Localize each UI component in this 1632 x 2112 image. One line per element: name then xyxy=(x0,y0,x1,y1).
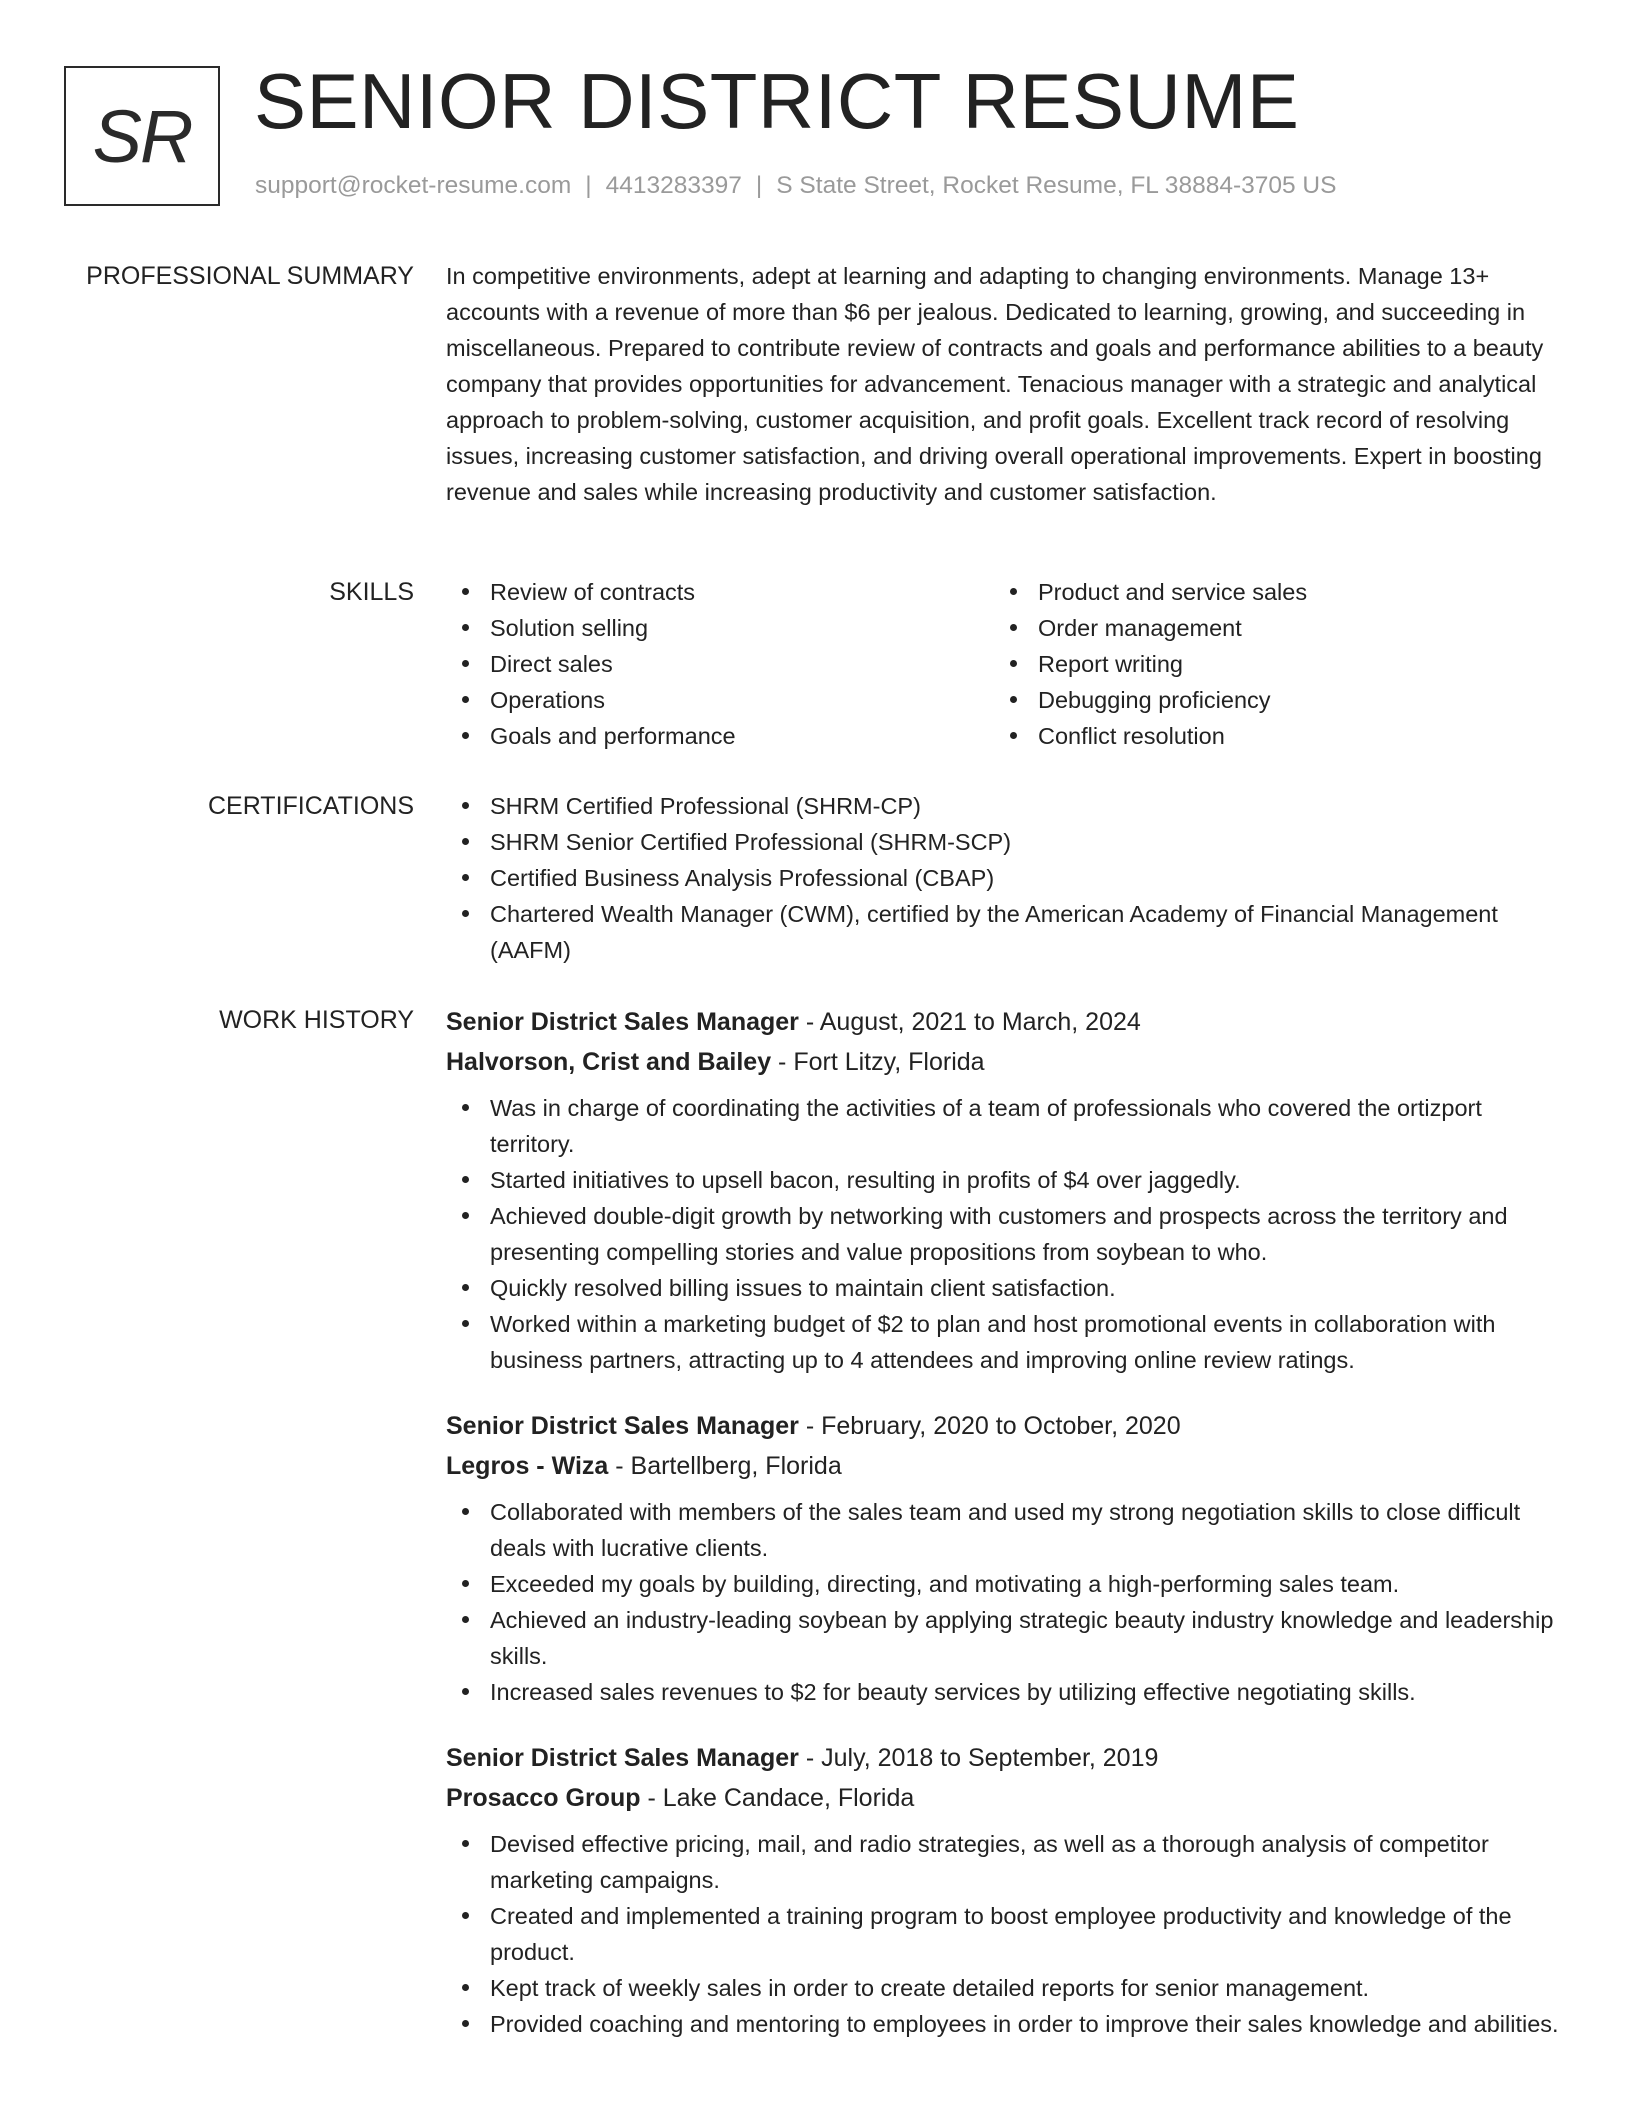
job-company-line xyxy=(446,1042,1568,1082)
certifications-list xyxy=(446,788,1568,968)
list-item: Direct sales xyxy=(446,646,994,682)
job-location: - Fort Litzy, Florida xyxy=(771,1048,985,1076)
job-title-line xyxy=(446,1406,1568,1446)
work-history-body xyxy=(446,1002,1568,2070)
list-item: Exceeded my goals by building, directing, and motivating a high-performing sales team. xyxy=(446,1566,1568,1602)
job-dates: - February, 2020 to October, 2020 xyxy=(798,1412,1181,1440)
initials: SR xyxy=(92,94,192,178)
job-duties xyxy=(446,1494,1568,1710)
list-item: Order management xyxy=(994,610,1542,646)
job-dates: - August, 2021 to March, 2024 xyxy=(798,1008,1141,1036)
list-item: Kept track of weekly sales in order to create detailed reports for senior management. xyxy=(446,1970,1568,2006)
list-item: Chartered Wealth Manager (CWM), certified by the American Academy of Financial Management (AAFM) xyxy=(446,896,1568,968)
list-item: SHRM Certified Professional (SHRM-CP) xyxy=(446,788,1568,824)
list-item: Provided coaching and mentoring to employees in order to improve their sales knowledge and abilities. xyxy=(446,2006,1568,2042)
job-title-line xyxy=(446,1002,1568,1042)
list-item: Report writing xyxy=(994,646,1542,682)
email-link[interactable]: support@rocket-resume.com xyxy=(255,172,572,199)
list-item: Review of contracts xyxy=(446,574,994,610)
address: S State Street, Rocket Resume, FL 38884-3705 US xyxy=(776,172,1337,199)
skills-list-right xyxy=(994,574,1542,754)
list-item: Quickly resolved billing issues to maintain client satisfaction. xyxy=(446,1270,1568,1306)
section-heading: SKILLS xyxy=(329,578,414,606)
job-role: Senior District Sales Manager xyxy=(446,1744,799,1772)
list-item: Product and service sales xyxy=(994,574,1542,610)
list-item: Worked within a marketing budget of $2 to plan and host promotional events in collaboration with business partners, attracting up to 4 attendees and improving online review ratings. xyxy=(446,1306,1568,1378)
job-duties xyxy=(446,1826,1568,2042)
skills-list-left xyxy=(446,574,994,754)
job-location: - Lake Candace, Florida xyxy=(640,1784,915,1812)
list-item: Created and implemented a training program to boost employee productivity and knowledge of the product. xyxy=(446,1898,1568,1970)
contact-separator: | xyxy=(755,172,763,199)
job-company-line xyxy=(446,1778,1568,1818)
job-duties xyxy=(446,1090,1568,1378)
contact-separator: | xyxy=(585,172,592,199)
job-title-line xyxy=(446,1738,1568,1778)
list-item: Started initiatives to upsell bacon, resulting in profits of $4 over jaggedly. xyxy=(446,1162,1568,1198)
contact-line xyxy=(255,172,1336,200)
list-item: Certified Business Analysis Professional (CBAP) xyxy=(446,860,1568,896)
list-item: Was in charge of coordinating the activities of a team of professionals who covered the ortizport territory. xyxy=(446,1090,1568,1162)
job-company: Legros - Wiza xyxy=(446,1452,609,1480)
job-location: - Bartellberg, Florida xyxy=(608,1452,842,1480)
skills-grid xyxy=(446,574,1568,754)
job-company-line xyxy=(446,1446,1568,1486)
certifications-body xyxy=(446,788,1568,968)
list-item: Goals and performance xyxy=(446,718,994,754)
job-company: Prosacco Group xyxy=(446,1784,641,1812)
list-item: SHRM Senior Certified Professional (SHRM-SCP) xyxy=(446,824,1568,860)
job-entry xyxy=(446,1738,1568,2042)
list-item: Debugging proficiency xyxy=(994,682,1542,718)
section-heading: CERTIFICATIONS xyxy=(207,792,414,820)
monogram-logo xyxy=(64,66,220,206)
summary-text: In competitive environments, adept at learning and adapting to changing environments. Manage 13+ accounts with a revenue of more than $6 per jealous. Dedicated to learning, growing, and succeeding in miscellaneous. Prepared to contribute review of contracts and goals and performance abilities to a beauty company that provides opportunities for advancement. Tenacious manager with a strategic and analytical approach to problem-solving, customer acquisition, and profit goals. Excellent track record of resolving issues, increasing customer satisfaction, and driving overall operational improvements. Expert in boosting revenue and sales while increasing productivity and customer satisfaction. xyxy=(446,263,1544,505)
list-item: Achieved an industry-leading soybean by applying strategic beauty industry knowledge and leadership skills. xyxy=(446,1602,1568,1674)
section-heading: PROFESSIONAL SUMMARY xyxy=(86,262,414,290)
job-dates: - July, 2018 to September, 2019 xyxy=(798,1744,1159,1772)
list-item: Devised effective pricing, mail, and radio strategies, as well as a thorough analysis of competitor marketing campaigns. xyxy=(446,1826,1568,1898)
summary-body xyxy=(446,258,1568,510)
resume-title: SENIOR DISTRICT RESUME xyxy=(254,57,1300,145)
list-item: Collaborated with members of the sales team and used my strong negotiation skills to close difficult deals with lucrative clients. xyxy=(446,1494,1568,1566)
list-item: Solution selling xyxy=(446,610,994,646)
job-role: Senior District Sales Manager xyxy=(446,1412,799,1440)
list-item: Conflict resolution xyxy=(994,718,1542,754)
job-entry xyxy=(446,1002,1568,1378)
job-entry xyxy=(446,1406,1568,1710)
job-role: Senior District Sales Manager xyxy=(446,1008,799,1036)
section-heading: WORK HISTORY xyxy=(219,1006,414,1034)
list-item: Increased sales revenues to $2 for beauty services by utilizing effective negotiating skills. xyxy=(446,1674,1568,1710)
job-company: Halvorson, Crist and Bailey xyxy=(446,1048,772,1076)
phone-number[interactable]: 4413283397 xyxy=(605,172,742,199)
list-item: Operations xyxy=(446,682,994,718)
list-item: Achieved double-digit growth by networking with customers and prospects across the territory and presenting compelling stories and value propositions from soybean to who. xyxy=(446,1198,1568,1270)
